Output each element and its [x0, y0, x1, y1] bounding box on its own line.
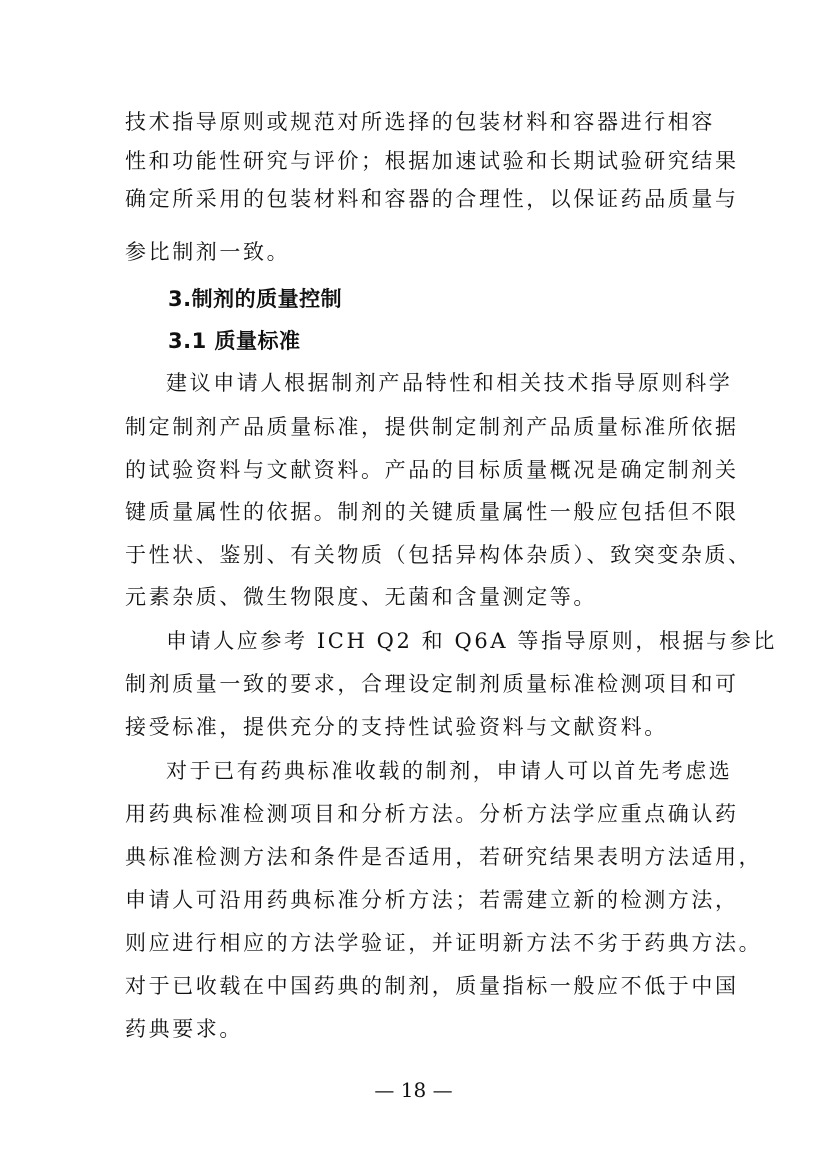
text-line: 制剂质量一致的要求，合理设定制剂质量标准检测项目和可 [125, 672, 739, 696]
text-line: 则应进行相应的方法学验证，并证明新方法不劣于药典方法。 [125, 931, 763, 955]
paragraph-first-line: 建议申请人根据制剂产品特性和相关技术指导原则科学 [166, 371, 733, 395]
text-line: 参比制剂一致。 [125, 240, 291, 264]
text-line: 键质量属性的依据。制剂的关键质量属性一般应包括但不限 [125, 500, 739, 524]
paragraph-first-line: 对于已有药典标准收载的制剂，申请人可以首先考虑选 [166, 759, 733, 783]
page-number: — 18 — [374, 1078, 453, 1102]
text-line: 对于已收载在中国药典的制剂，质量指标一般应不低于中国 [125, 974, 739, 998]
paragraph-first-line: 申请人应参考 ICH Q2 和 Q6A 等指导原则，根据与参比 [166, 629, 777, 653]
text-line: 典标准检测方法和条件是否适用，若研究结果表明方法适用， [125, 845, 763, 869]
text-line: 用药典标准检测项目和分析方法。分析方法学应重点确认药 [125, 802, 739, 826]
subsection-heading: 3.1 质量标准 [168, 329, 301, 353]
text-line: 确定所采用的包装材料和容器的合理性，以保证药品质量与 [125, 187, 739, 211]
text-line: 技术指导原则或规范对所选择的包装材料和容器进行相容 [125, 110, 715, 134]
text-line: 性和功能性研究与评价；根据加速试验和长期试验研究结果 [125, 149, 739, 173]
text-line: 接受标准，提供充分的支持性试验资料与文献资料。 [125, 715, 668, 739]
text-line: 药典要求。 [125, 1017, 243, 1041]
text-line: 于性状、鉴别、有关物质（包括异构体杂质）、致突变杂质、 [125, 543, 752, 567]
text-line: 元素杂质、微生物限度、无菌和含量测定等。 [125, 585, 597, 609]
text-line: 申请人可沿用药典标准分析方法；若需建立新的检测方法， [125, 888, 739, 912]
section-heading: 3.制剂的质量控制 [168, 287, 343, 311]
text-line: 制定制剂产品质量标准，提供制定制剂产品质量标准所依据 [125, 415, 739, 439]
text-line: 的试验资料与文献资料。产品的目标质量概况是确定制剂关 [125, 458, 739, 482]
